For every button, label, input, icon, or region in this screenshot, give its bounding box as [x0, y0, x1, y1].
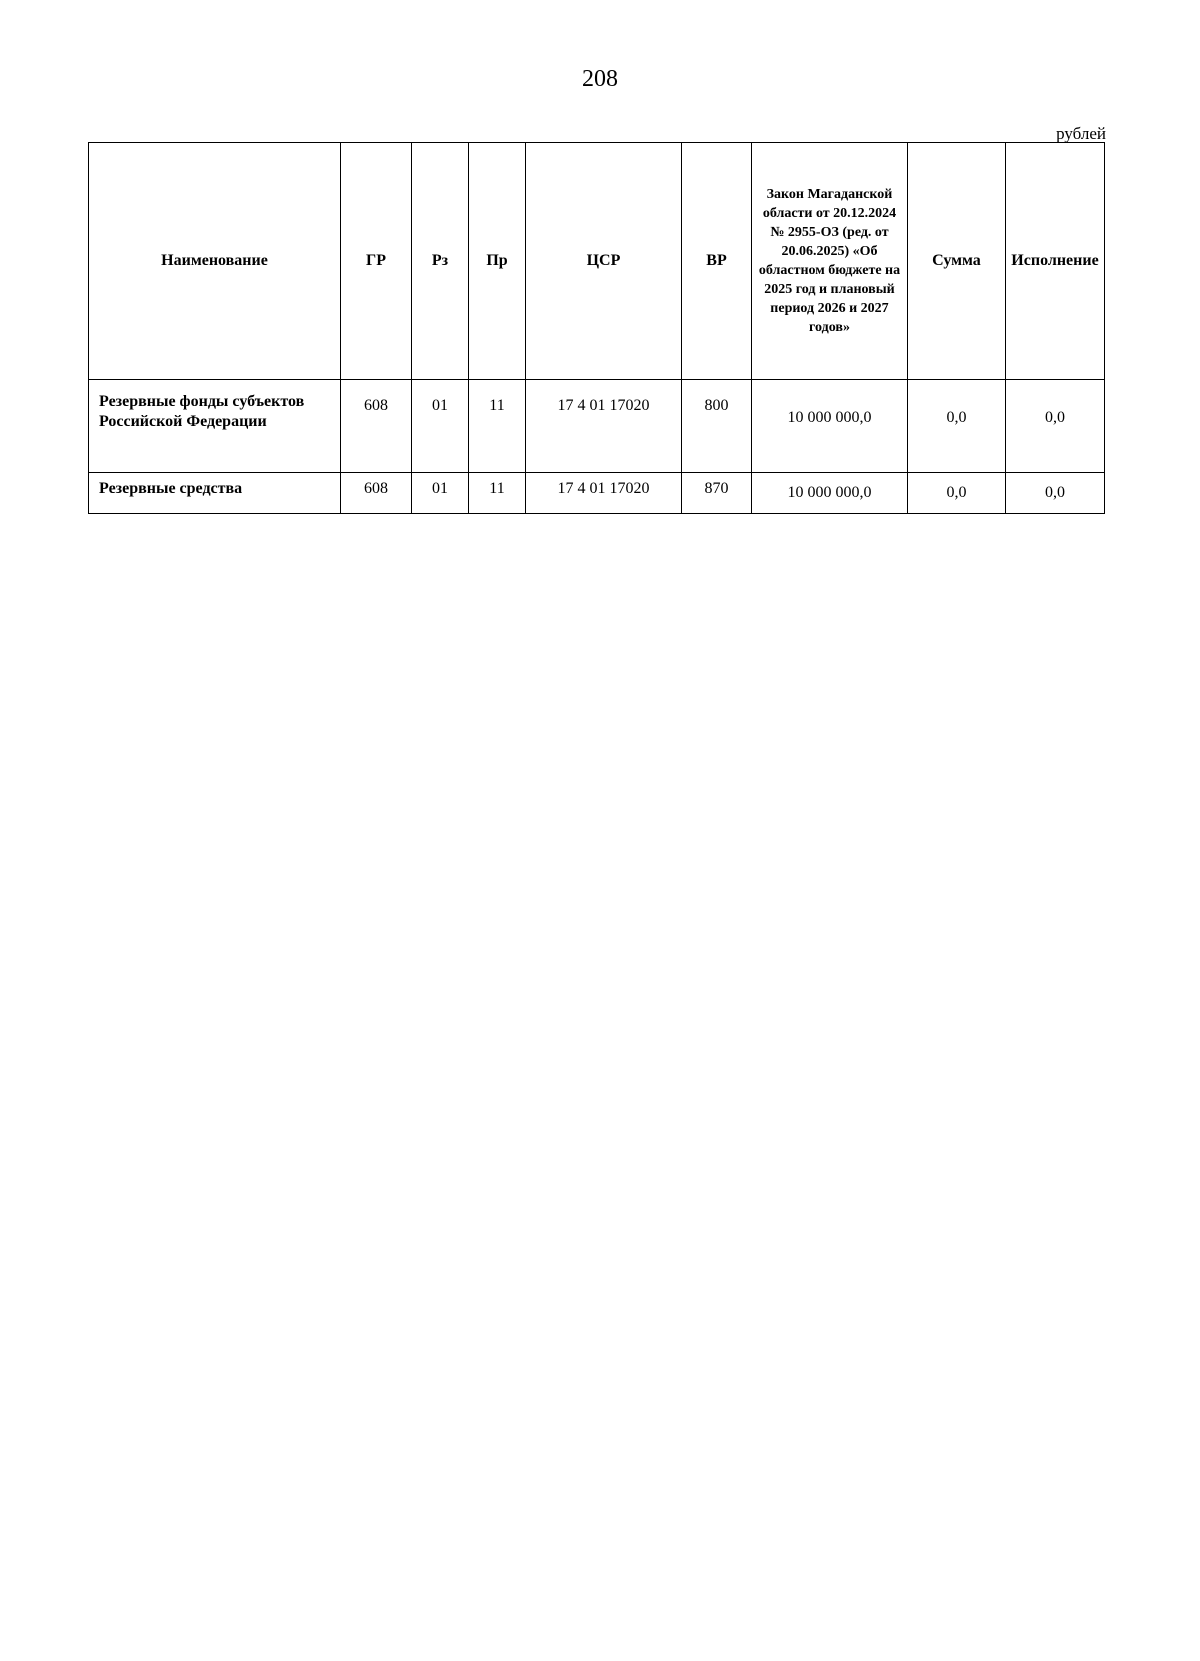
cell-sum: 0,0 [908, 473, 1006, 514]
header-vr: ВР [682, 143, 752, 380]
header-sum: Сумма [908, 143, 1006, 380]
cell-vr: 800 [682, 380, 752, 473]
cell-sum: 0,0 [908, 380, 1006, 473]
cell-execution: 0,0 [1006, 380, 1105, 473]
page-number: 208 [582, 66, 618, 92]
table-row [89, 473, 1105, 514]
cell-csr: 17 4 01 17020 [526, 473, 682, 514]
cell-gr: 608 [341, 380, 412, 473]
header-gr: ГР [341, 143, 412, 380]
cell-gr: 608 [341, 473, 412, 514]
cell-execution: 0,0 [1006, 473, 1105, 514]
cell-name: Резервные средства [89, 473, 341, 514]
header-pr: Пр [469, 143, 526, 380]
cell-pr: 11 [469, 380, 526, 473]
cell-vr: 870 [682, 473, 752, 514]
header-csr: ЦСР [526, 143, 682, 380]
cell-csr: 17 4 01 17020 [526, 380, 682, 473]
cell-name: Резервные фонды субъектов Российской Федерации [89, 380, 341, 473]
header-name: Наименование [89, 143, 341, 380]
header-execution: Исполнение [1006, 143, 1105, 380]
cell-rz: 01 [412, 473, 469, 514]
units-label: рублей [1056, 124, 1106, 143]
table-row [89, 380, 1105, 473]
cell-rz: 01 [412, 380, 469, 473]
header-rz: Рз [412, 143, 469, 380]
cell-law: 10 000 000,0 [752, 380, 908, 473]
header-law: Закон Магаданской области от 20.12.2024 № 2955-ОЗ (ред. от 20.06.2025) «Об областном бюджете на 2025 год и плановый период 2026 и 2027 годов» [752, 143, 908, 380]
cell-law: 10 000 000,0 [752, 473, 908, 514]
budget-table [88, 142, 1105, 514]
table-header-row [89, 143, 1105, 380]
cell-pr: 11 [469, 473, 526, 514]
